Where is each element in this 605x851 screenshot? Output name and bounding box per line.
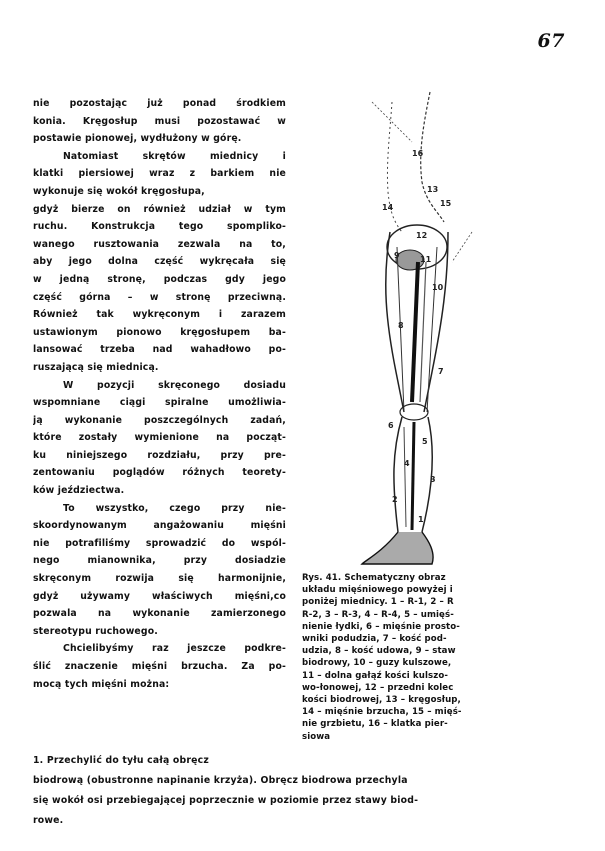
text-line: Chcielibyśmy raz jeszcze podkre- xyxy=(63,643,286,655)
figure-label: 16 xyxy=(412,149,424,158)
text-line: mocą tych mięśni można: xyxy=(33,678,170,690)
text-line: ślić znaczenie mięśni brzucha. Za po- xyxy=(33,661,286,672)
figure-label: 11 xyxy=(420,255,432,264)
caption-line: R-2, 3 – R-3, 4 – R-4, 5 – umięś- xyxy=(302,609,454,620)
figure-label: 14 xyxy=(382,203,394,212)
text-line: wykonuje się wokół kręgosłupa, xyxy=(33,185,205,197)
text-line: W pozycji skręconego dosiadu xyxy=(63,379,286,391)
caption-line: poniżej miednicy. 1 – R-1, 2 – R xyxy=(302,597,454,608)
text-line: nie potrafiliśmy sprowadzić do wspól- xyxy=(33,537,286,549)
text-line: klatki piersiowej wraz z barkiem nie xyxy=(33,168,286,180)
figure-label: 1 xyxy=(418,515,424,524)
text-line: nie pozostając już ponad środkiem xyxy=(33,98,286,109)
figure-label: 4 xyxy=(404,459,410,468)
text-line: które zostały wymienione na począt- xyxy=(33,432,286,444)
caption-line: udzia, 8 – kość udowa, 9 – staw xyxy=(302,646,456,657)
text-line: ruszającą się miednicą. xyxy=(33,361,159,373)
text-line: Również tak wykręconym i zarazem xyxy=(33,309,286,321)
caption-line: 14 – mięśnie brzucha, 15 – mięś- xyxy=(302,707,462,718)
text-line: ków jeździectwa. xyxy=(33,485,125,497)
text-line: skoordynowanym angażowaniu mięśni xyxy=(33,520,286,532)
caption-line: nienie łydki, 6 – mięśnie prosto- xyxy=(302,621,460,632)
page-number: 67 xyxy=(537,30,565,52)
text-line: gdyż używamy właściwych mięśni,co xyxy=(33,590,286,602)
text-line: To wszystko, czego przy nie- xyxy=(63,502,286,514)
text-line: stereotypu ruchowego. xyxy=(33,625,158,637)
text-line: ustawionym pionowo kręgosłupem ba- xyxy=(33,326,286,338)
text-line: biodrową (obustronne napinanie krzyża). Obręcz biodrowa przechyla xyxy=(33,775,408,786)
figure-label: 10 xyxy=(432,283,444,292)
text-line: pozwala na wykonanie zamierzonego xyxy=(33,608,286,620)
figure-label: 13 xyxy=(427,185,439,194)
figure-label: 3 xyxy=(430,475,436,484)
main-text-column xyxy=(33,95,286,693)
text-line: wspomniane ciągi spiralne umożliwia- xyxy=(33,397,286,409)
caption-line: wniki podudzia, 7 – kość pod- xyxy=(302,634,447,645)
caption-line: 11 – dolna gałąź kości kulszo- xyxy=(302,670,448,681)
text-line: się wokół osi przebiegającej poprzecznie w poziomie przez stawy biod- xyxy=(33,795,419,806)
figure-label: 5 xyxy=(422,437,428,446)
text-line: ruchu. Konstrukcja tego spompliko- xyxy=(33,221,286,233)
text-line: Natomiast skrętów miednicy i xyxy=(63,150,286,162)
caption-line: nie grzbietu, 16 – klatka pier- xyxy=(302,719,448,730)
text-line: ku niniejszego rozdziału, przy pre- xyxy=(33,449,286,461)
text-line: konia. Kręgosłup musi pozostawać w xyxy=(33,115,286,127)
text-line: nego mianownika, przy dosiadzie xyxy=(33,555,286,567)
figure-label: 7 xyxy=(438,367,444,376)
text-line: 1. Przechylić do tyłu całą obręcz xyxy=(33,755,209,766)
text-line: gdyż bierze on również udział w tym xyxy=(33,203,286,215)
text-line: ją wykonanie poszczególnych zadań, xyxy=(33,414,286,426)
text-line: lansować trzeba nad wahadłowo po- xyxy=(33,344,286,356)
text-line: w jedną stronę, podczas gdy jego xyxy=(33,273,286,285)
caption-line: siowa xyxy=(302,731,331,742)
figure-label: 6 xyxy=(388,421,394,430)
text-line: część górna – w stronę przeciwną. xyxy=(33,291,286,303)
figure-label: 8 xyxy=(398,321,404,330)
caption-line: Rys. 41. Schematyczny obraz xyxy=(302,573,446,583)
bottom-paragraph xyxy=(33,751,493,831)
text-line: rowe. xyxy=(33,815,64,826)
figure-label: 12 xyxy=(416,231,428,240)
caption-line: wo-łonowej, 12 – przedni kolec xyxy=(302,682,454,693)
text-line: skręconym rozwija się harmonijnie, xyxy=(33,573,286,585)
text-line: zentowaniu poglądów różnych teorety- xyxy=(33,467,286,479)
text-line: aby jego dolna część wykręcała się xyxy=(33,256,286,268)
text-line: postawie pionowej, wydłużony w górę. xyxy=(33,133,242,145)
leg-muscle-illustration xyxy=(352,82,502,572)
caption-line: kości biodrowej, 13 – kręgosłup, xyxy=(302,695,461,706)
caption-line: układu mięśniowego powyżej i xyxy=(302,585,453,596)
caption-line: biodrowy, 10 – guzy kulszowe, xyxy=(302,658,452,669)
figure-label: 15 xyxy=(440,199,452,208)
figure-caption xyxy=(302,572,514,743)
leg-muscle-figure xyxy=(352,82,502,572)
figure-label: 9 xyxy=(394,251,400,260)
text-line: wanego rusztowania zezwala na to, xyxy=(33,238,286,250)
figure-label: 2 xyxy=(392,495,398,504)
